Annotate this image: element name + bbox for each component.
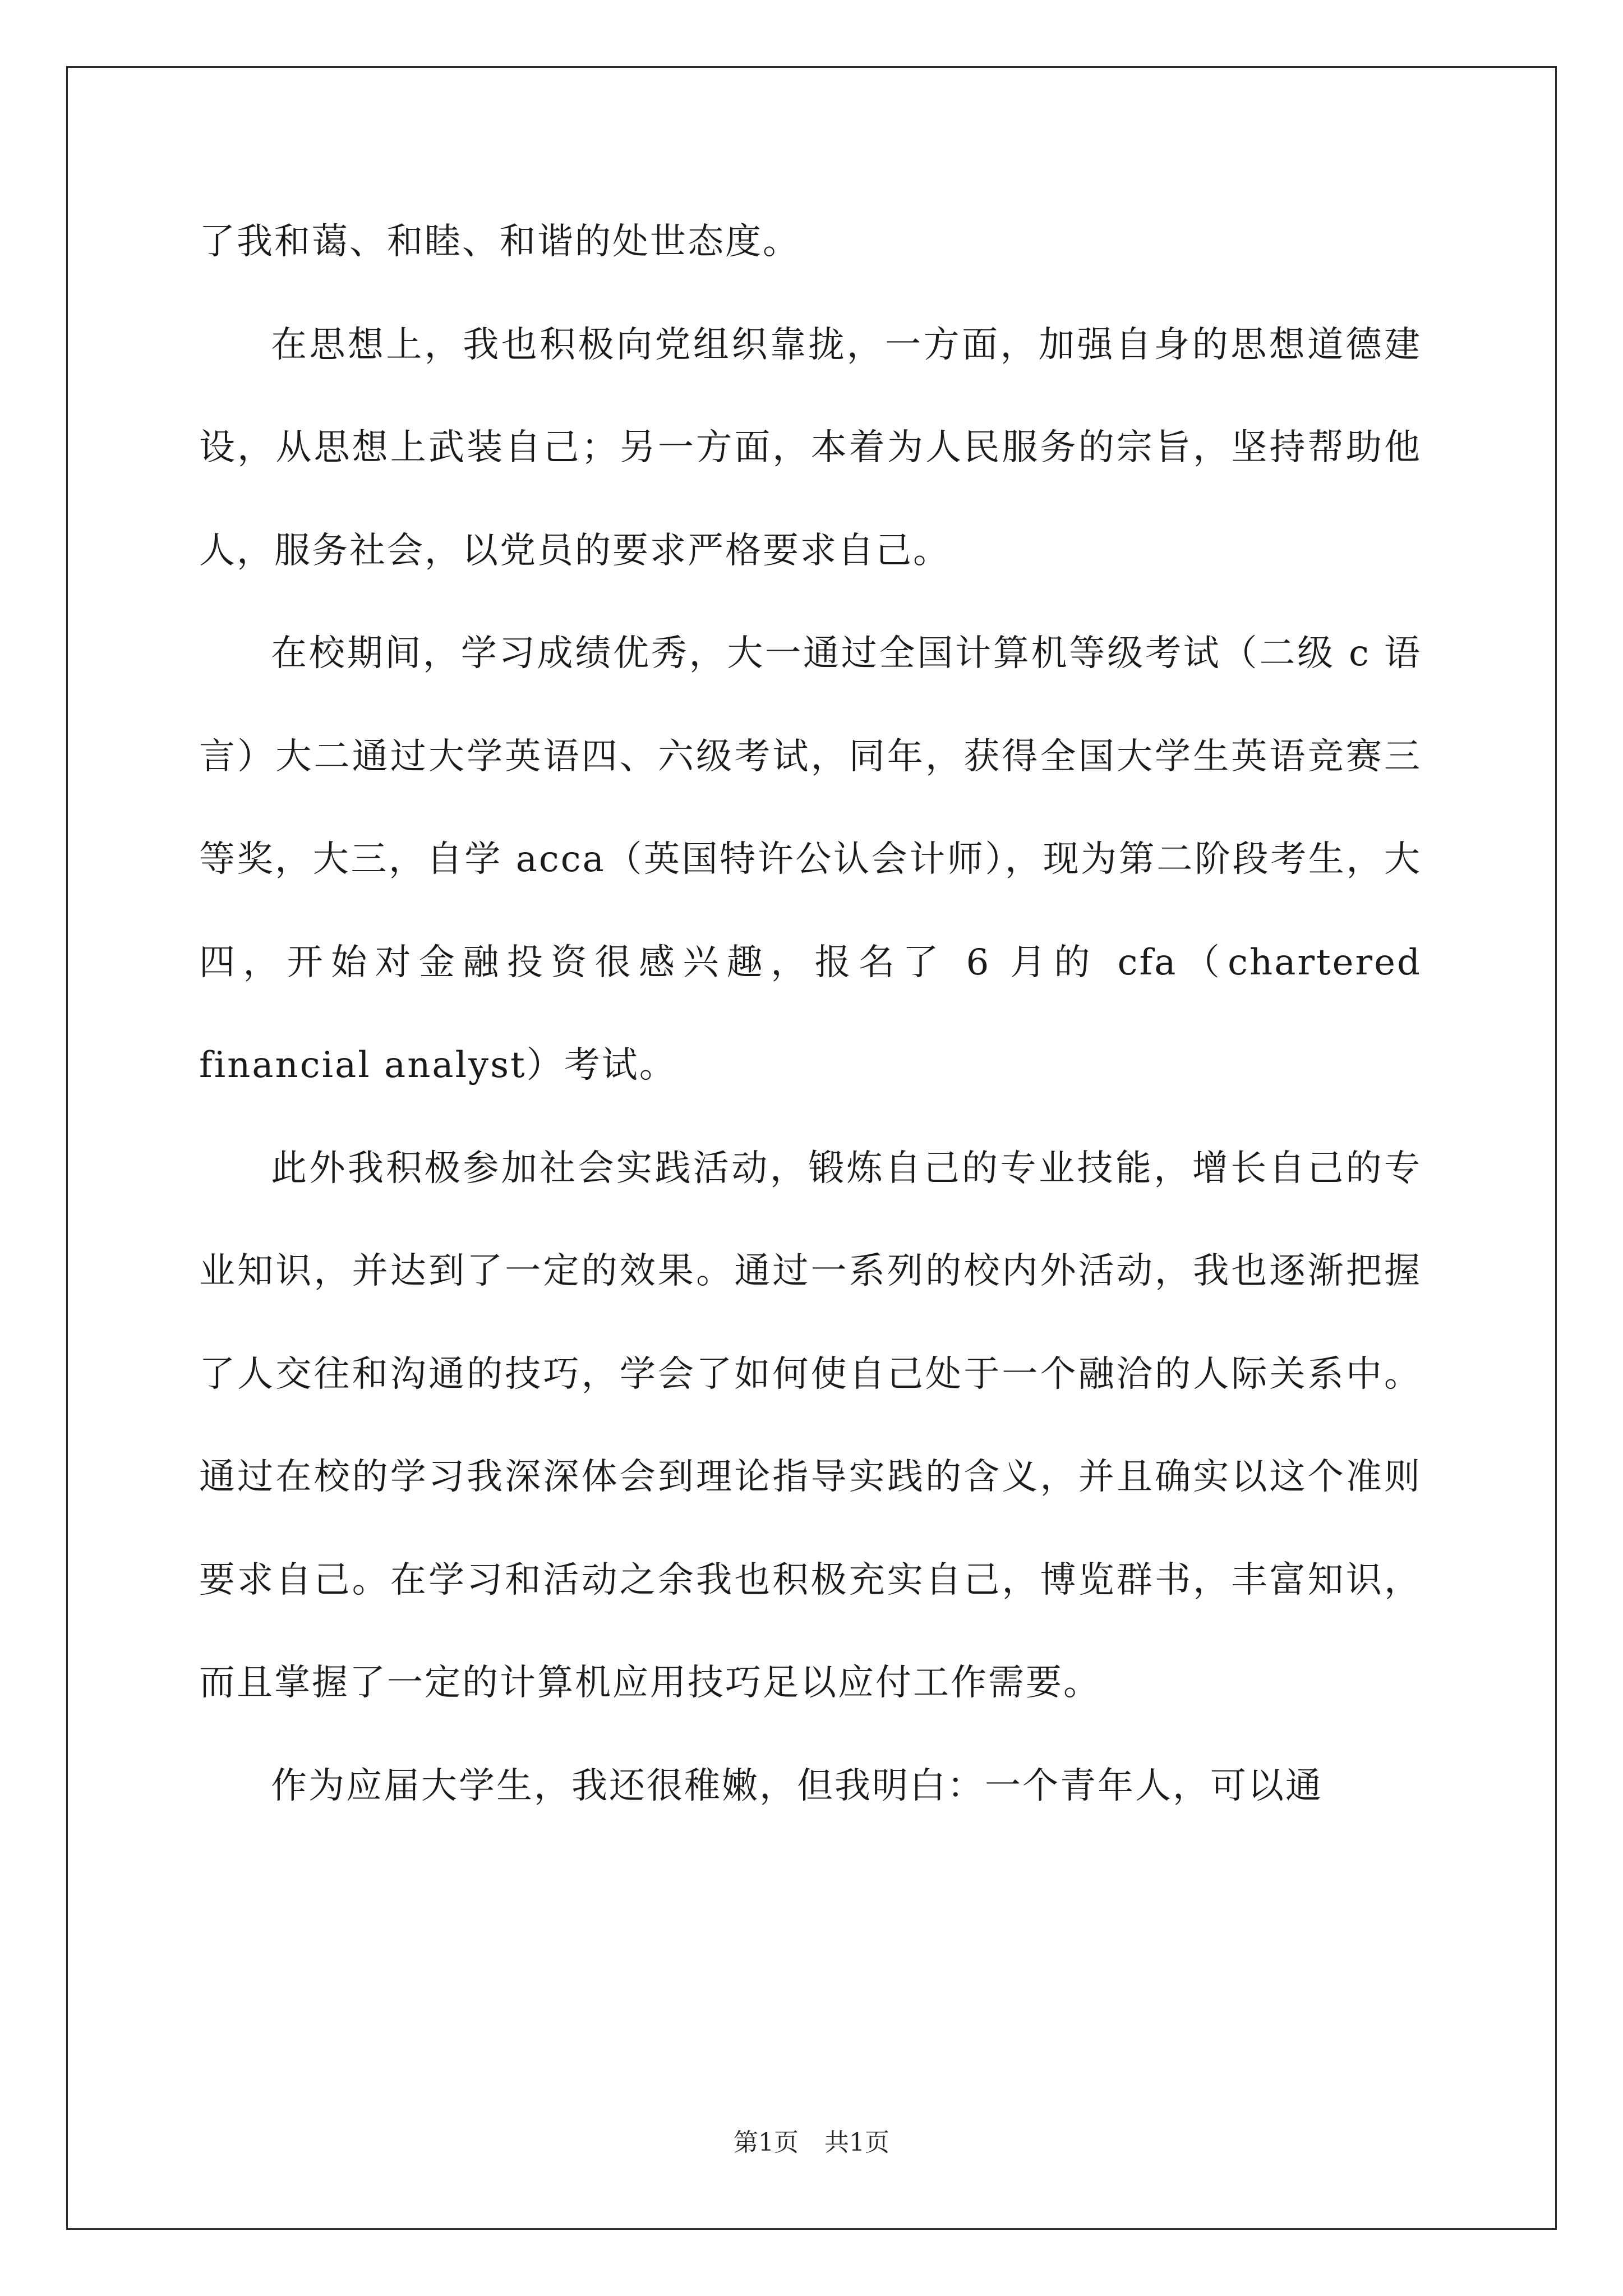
document-body [199, 191, 1422, 1838]
page-total: 共1页 [824, 2128, 889, 2157]
page-footer [0, 2126, 1623, 2160]
paragraph-4: 此外我积极参加社会实践活动，锻炼自己的专业技能，增长自己的专业知识，并达到了一定的效果。通过一系列的校内外活动，我也逐渐把握了人交往和沟通的技巧，学会了如何使自己处于一个融洽的人际关系中。通过在校的学习我深深体会到理论指导实践的含义，并且确实以这个准则要求自己。在学习和活动之余我也积极充实自己，博览群书，丰富知识，而且掌握了一定的计算机应用技巧足以应付工作需要。 [199, 1147, 1422, 1704]
paragraph-1: 了我和蔼、和睦、和谐的处世态度。 [199, 221, 800, 263]
paragraph-3: 在校期间，学习成绩优秀，大一通过全国计算机等级考试（二级 c 语言）大二通过大学英语四、六级考试，同年，获得全国大学生英语竞赛三等奖，大三，自学 acca（英国特许公认会计师），现为第二阶段考生，大四，开始对金融投资很感兴趣，报名了 6 月的 cfa（chartered financial analyst）考试。 [199, 633, 1422, 1086]
paragraph-5: 作为应届大学生，我还很稚嫩，但我明白：一个青年人，可以通 [271, 1765, 1323, 1807]
page-number: 第1页 [734, 2128, 799, 2157]
paragraph-2: 在思想上，我也积极向党组织靠拢，一方面，加强自身的思想道德建设，从思想上武装自己；另一方面，本着为人民服务的宗旨，坚持帮助他人，服务社会，以党员的要求严格要求自己。 [199, 324, 1422, 572]
